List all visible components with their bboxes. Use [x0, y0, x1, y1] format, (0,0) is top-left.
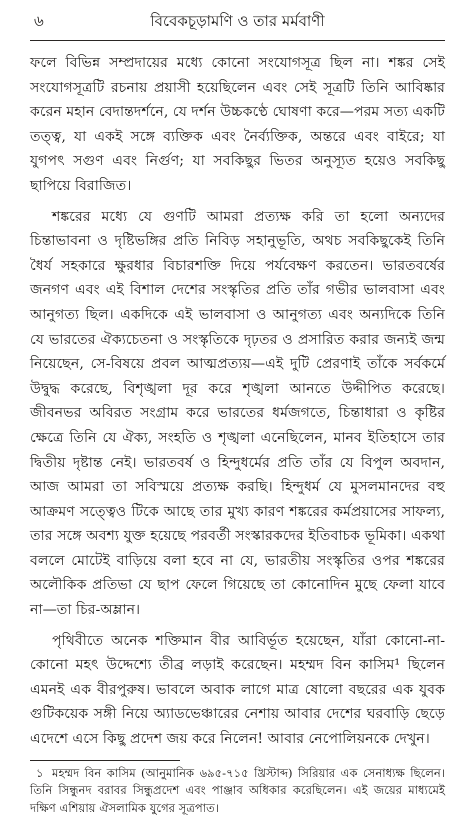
footnote — [30, 765, 445, 817]
footnote-text: মহম্মদ বিন কাসিম (আনুমানিক ৬৯৫-৭১৫ খ্রিস্টাব্দ) সিরিয়ার এক সেনাধ্যক্ষ ছিলেন। তিনি সিন্ধুনদ বরাবর সিন্ধুপ্রদেশ এবং পাঞ্জাব অধিকার করেছিলেন। এই জয়ের মাধ্যমেই দক্ষিণ এশিয়ায় ঐসলামিক যুগের সূত্রপাত। — [30, 765, 445, 815]
paragraph: পৃথিবীতে অনেক শক্তিমান বীর আবির্ভূত হয়েছেন, যাঁরা কোনো-না-কোনো মহৎ উদ্দেশ্যে তীব্র লড়াই করেছেন। মহম্মদ বিন কাসিম¹ ছিলেন এমনই এক বীরপুরুষ। ভাবলে অবাক লাগে মাত্র ষোলো বছরের এক যুবক গুটিকয়েক সঙ্গী নিয়ে অ্যাডভেঞ্চারের নেশায় আবার দেশের ঘরবাড়ি ছেড়ে এদেশে এসে কিছু প্রদেশ জয় করে নিলেন! আবার নেপোলিয়নকে দেখুন। — [30, 632, 445, 748]
running-title: বিবেকচূড়ামণি ও তার মর্মবাণী — [150, 12, 325, 30]
page-header — [30, 0, 445, 41]
page-number: ৬ — [34, 12, 44, 30]
paragraph: ফলে বিভিন্ন সম্প্রদায়ের মধ্যে কোনো সংযোগসূত্র ছিল না। শঙ্কর সেই সংযোগসূত্রটি রচনায় প্রয়াসী হয়েছিলেন এবং সেই সূত্রটি তিনি আবিষ্কার করেন মহান বেদান্তদর্শনে, যে দর্শন উচ্চকণ্ঠে ঘোষণা করে—পরম সত্য একটি তত্ত্ব, যা একই সঙ্গে ব্যক্তিক এবং নৈর্ব্যক্তিক, অন্তরে এবং বাইরে; যা যুগপৎ সগুণ এবং নির্গুণ; যা সবকিছুর ভিতর অনুস্যূত হয়েও সবকিছু ছাপিয়ে বিরাজিত। — [30, 55, 445, 194]
body-text — [30, 51, 445, 752]
footnote-divider — [30, 760, 180, 761]
paragraph: শঙ্করের মধ্যে যে গুণটি আমরা প্রত্যক্ষ করি তা হলো অন্যদের চিন্তাভাবনা ও দৃষ্টিভঙ্গির প্রতি নিবিড় সহানুভূতি, অথচ সবকিছুকেই তিনি ধৈর্য সহকারে ক্ষুরধার বিচারশক্তি দিয়ে পর্যবেক্ষণ করতেন। ভারতবর্ষের জনগণ এবং এই বিশাল দেশের সংস্কৃতির প্রতি তাঁর গভীর ভালবাসা এবং আনুগত্য ছিল। একদিকে এই ভালবাসা ও আনুগত্য এবং অন্যদিকে তিনি যে ভারতের ঐক্যচেতনা ও সংস্কৃতিকে দৃঢ়তর ও প্রসারিত করার জন্যই জন্ম নিয়েছেন, সে-বিষয়ে প্রবল আত্মপ্রত্যয়—এই দুটি প্রেরণাই তাঁকে সর্বকর্মে উদ্বুদ্ধ করেছে, বিশৃঙ্খলা দূর করে শৃঙ্খলা আনতে উদ্দীপিত করেছে। জীবনভর অবিরত সংগ্রাম করে ভারতের ধর্মজগতে, চিন্তাধারা ও কৃষ্টির ক্ষেত্রে তিনি যে ঐক্য, সংহতি ও শৃঙ্খলা এনেছিলেন, মানব ইতিহাসে তার দ্বিতীয় দৃষ্টান্ত নেই। ভারতবর্ষ ও হিন্দুধর্মের প্রতি তাঁর যে বিপুল অবদান, আজ আমরা তা সবিস্ময়ে প্রত্যক্ষ করছি। হিন্দুধর্ম যে মুসলমানদের বহু আক্রমণ সত্ত্বেও টিকে আছে তার মুখ্য কারণ শঙ্করের কর্মপ্রয়াসের সাফল্য, তার সঙ্গে অবশ্য যুক্ত হয়েছে পরবর্তী সংস্কারকদের ইতিবাচক ভূমিকা। একথা বললে মোটেই বাড়িয়ে বলা হবে না যে, ভারতীয় সংস্কৃতির ওপর শঙ্করের অলৌকিক প্রতিভা যে ছাপ ফেলে গিয়েছে তা কোনোদিন মুছে ফেলা যাবে না—তা চির-অম্লান। — [30, 208, 445, 619]
footnote-marker: ১ — [36, 765, 44, 780]
